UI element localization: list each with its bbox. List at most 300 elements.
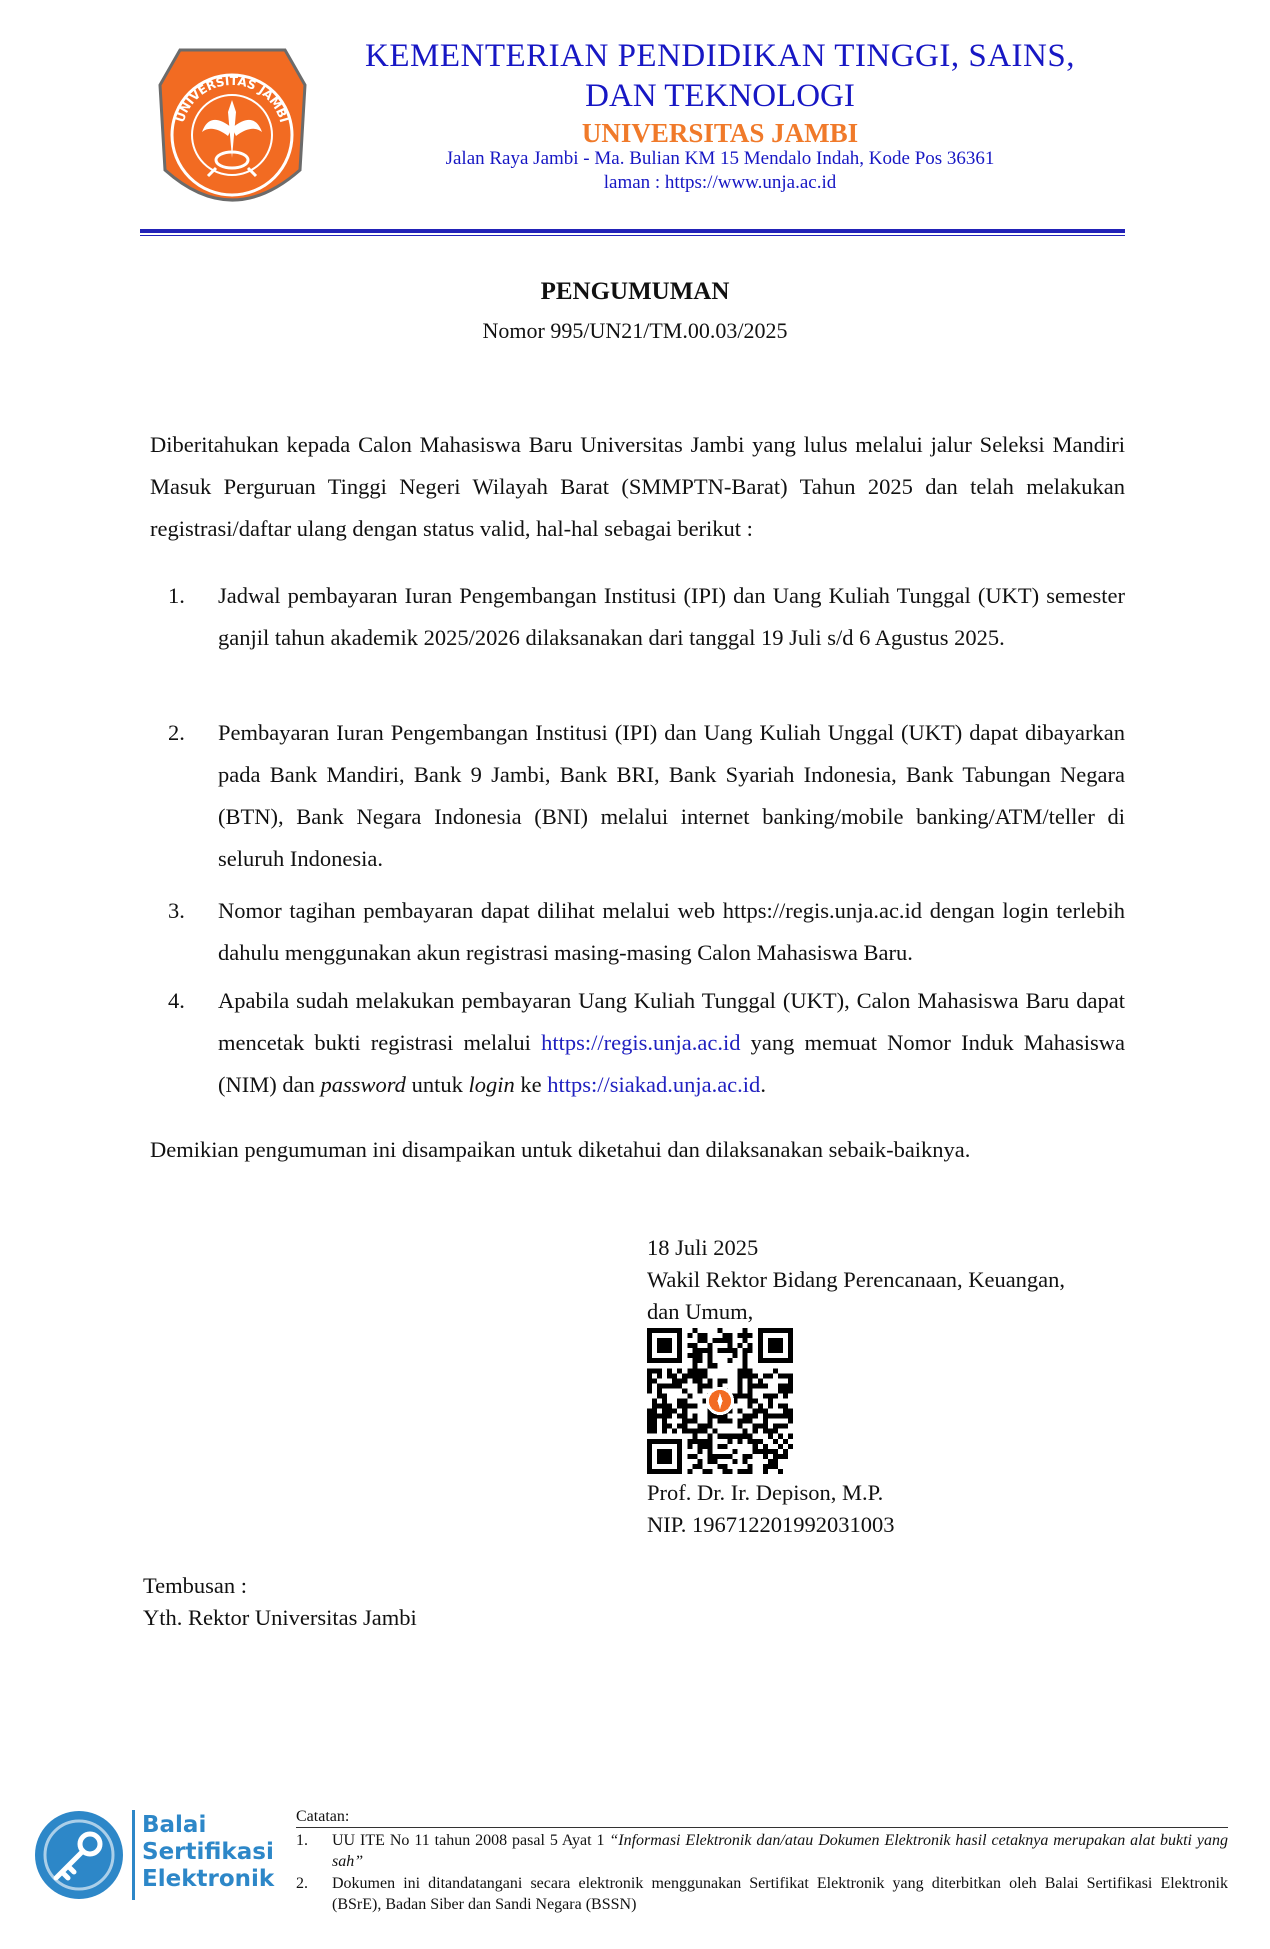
- qr-module: [717, 1464, 722, 1469]
- qr-module: [783, 1454, 788, 1459]
- qr-module: [702, 1348, 707, 1353]
- qr-module: [743, 1393, 748, 1398]
- qr-module: [717, 1338, 722, 1343]
- qr-module: [733, 1459, 738, 1464]
- qr-module: [748, 1378, 753, 1383]
- list-item-text: .: [760, 1072, 766, 1097]
- qr-module: [692, 1439, 697, 1444]
- qr-module: [738, 1393, 743, 1398]
- qr-module: [788, 1414, 793, 1419]
- qr-module: [687, 1454, 692, 1459]
- qr-module: [647, 1409, 652, 1414]
- qr-module: [647, 1368, 652, 1373]
- qr-module: [697, 1429, 702, 1434]
- qr-module: [768, 1404, 773, 1409]
- ministry-name-line1: KEMENTERIAN PENDIDIKAN TINGGI, SAINS,: [365, 38, 1075, 74]
- qr-module: [788, 1383, 793, 1388]
- qr-module: [783, 1439, 788, 1444]
- qr-module: [687, 1393, 692, 1398]
- qr-module: [662, 1398, 667, 1403]
- signature-position: Wakil Rektor Bidang Perencanaan, Keuangan,: [647, 1267, 1066, 1292]
- qr-module: [748, 1454, 753, 1459]
- qr-module: [778, 1424, 783, 1429]
- qr-module: [728, 1454, 733, 1459]
- qr-module: [743, 1328, 748, 1333]
- qr-module: [723, 1454, 728, 1459]
- qr-module: [652, 1404, 657, 1409]
- qr-module: [652, 1398, 657, 1403]
- qr-module: [697, 1353, 702, 1358]
- qr-module: [738, 1368, 743, 1373]
- qr-module: [662, 1383, 667, 1388]
- qr-module: [788, 1388, 793, 1393]
- qr-module: [753, 1439, 758, 1444]
- qr-module: [778, 1469, 783, 1474]
- qr-module: [768, 1393, 773, 1398]
- qr-module: [677, 1424, 682, 1429]
- qr-module: [763, 1409, 768, 1414]
- qr-module: [788, 1409, 793, 1414]
- qr-module: [773, 1368, 778, 1373]
- qr-module: [758, 1449, 763, 1454]
- qr-module: [692, 1378, 697, 1383]
- qr-module: [707, 1469, 712, 1474]
- qr-module: [712, 1338, 717, 1343]
- qr-module: [773, 1459, 778, 1464]
- qr-module: [692, 1404, 697, 1409]
- qr-module: [768, 1398, 773, 1403]
- qr-module: [743, 1373, 748, 1378]
- qr-module: [702, 1368, 707, 1373]
- qr-module: [783, 1373, 788, 1378]
- qr-module: [647, 1419, 652, 1424]
- qr-module: [768, 1459, 773, 1464]
- qr-module: [763, 1449, 768, 1454]
- qr-module: [778, 1373, 783, 1378]
- qr-module: [763, 1469, 768, 1474]
- qr-module: [692, 1343, 697, 1348]
- qr-module: [753, 1424, 758, 1429]
- note-text: UU ITE No 11 tahun 2008 pasal 5 Ayat 1: [332, 1832, 610, 1849]
- qr-module: [692, 1358, 697, 1363]
- qr-module: [738, 1388, 743, 1393]
- qr-module: [662, 1424, 667, 1429]
- qr-module: [697, 1338, 702, 1343]
- qr-module: [672, 1383, 677, 1388]
- qr-module: [667, 1373, 672, 1378]
- svg-text:UNIVERSITAS JAMBI: UNIVERSITAS JAMBI: [172, 73, 292, 125]
- regis-link[interactable]: https://regis.unja.ac.id: [541, 1030, 741, 1055]
- qr-module: [702, 1383, 707, 1388]
- qr-module: [667, 1383, 672, 1388]
- ministry-name-line2: DAN TEKNOLOGI: [585, 78, 855, 114]
- qr-module: [697, 1368, 702, 1373]
- qr-module: [778, 1414, 783, 1419]
- qr-module: [748, 1434, 753, 1439]
- qr-module: [748, 1414, 753, 1419]
- qr-module: [677, 1414, 682, 1419]
- qr-module: [682, 1404, 687, 1409]
- qr-module: [738, 1343, 743, 1348]
- bsre-logo-icon: [32, 1808, 127, 1903]
- qr-module: [723, 1378, 728, 1383]
- qr-module: [707, 1378, 712, 1383]
- qr-module: [723, 1464, 728, 1469]
- qr-module: [692, 1368, 697, 1373]
- qr-module: [778, 1404, 783, 1409]
- qr-module: [743, 1459, 748, 1464]
- qr-module: [783, 1414, 788, 1419]
- qr-module: [753, 1409, 758, 1414]
- qr-module: [773, 1454, 778, 1459]
- qr-module: [667, 1409, 672, 1414]
- qr-module: [647, 1388, 652, 1393]
- qr-module: [723, 1348, 728, 1353]
- qr-module: [748, 1393, 753, 1398]
- bsre-name-line1: Balai: [142, 1812, 207, 1838]
- qr-module: [672, 1373, 677, 1378]
- qr-module: [783, 1388, 788, 1393]
- qr-module: [758, 1424, 763, 1429]
- qr-module: [712, 1454, 717, 1459]
- qr-module: [702, 1444, 707, 1449]
- qr-module: [657, 1368, 662, 1373]
- qr-module: [647, 1378, 652, 1383]
- qr-module: [728, 1358, 733, 1363]
- qr-module: [697, 1444, 702, 1449]
- qr-module: [667, 1404, 672, 1409]
- qr-module: [768, 1449, 773, 1454]
- qr-module: [738, 1469, 743, 1474]
- qr-module: [748, 1373, 753, 1378]
- qr-module: [672, 1378, 677, 1383]
- qr-module: [768, 1464, 773, 1469]
- qr-module: [748, 1333, 753, 1338]
- qr-module: [763, 1419, 768, 1424]
- qr-module: [682, 1424, 687, 1429]
- qr-module: [778, 1383, 783, 1388]
- qr-module: [692, 1454, 697, 1459]
- qr-module: [753, 1449, 758, 1454]
- qr-module: [763, 1424, 768, 1429]
- qr-module: [783, 1409, 788, 1414]
- qr-module: [692, 1414, 697, 1419]
- closing-paragraph: Demikian pengumuman ini disampaikan untuk diketahui dan dilaksanakan sebaik-baiknya.: [150, 1137, 971, 1162]
- qr-module: [738, 1333, 743, 1338]
- qr-module: [748, 1419, 753, 1424]
- list-item: Nomor tagihan pembayaran dapat dilihat melalui web https://regis.unja.ac.id dengan login terlebih dahulu menggunakan akun registrasi masing-masing Calon Mahasiswa Baru.: [218, 898, 1125, 965]
- qr-module: [738, 1383, 743, 1388]
- qr-module: [748, 1343, 753, 1348]
- qr-module: [717, 1348, 722, 1353]
- qr-module: [743, 1434, 748, 1439]
- university-address: Jalan Raya Jambi - Ma. Bulian KM 15 Mendalo Indah, Kode Pos 36361: [445, 148, 995, 169]
- qr-module: [763, 1414, 768, 1419]
- qr-module: [692, 1419, 697, 1424]
- qr-module: [692, 1429, 697, 1434]
- qr-module: [728, 1469, 733, 1474]
- qr-module: [763, 1429, 768, 1434]
- qr-module: [687, 1373, 692, 1378]
- qr-module: [682, 1419, 687, 1424]
- qr-module: [723, 1333, 728, 1338]
- qr-module: [763, 1454, 768, 1459]
- qr-module: [723, 1469, 728, 1474]
- qr-module: [773, 1424, 778, 1429]
- qr-module: [702, 1429, 707, 1434]
- qr-module: [702, 1373, 707, 1378]
- qr-module: [657, 1373, 662, 1378]
- qr-module: [743, 1469, 748, 1474]
- qr-module: [783, 1383, 788, 1388]
- qr-module: [677, 1378, 682, 1383]
- qr-module: [687, 1343, 692, 1348]
- qr-module: [758, 1378, 763, 1383]
- qr-module: [788, 1378, 793, 1383]
- qr-module: [717, 1378, 722, 1383]
- qr-module: [687, 1368, 692, 1373]
- qr-module: [667, 1414, 672, 1419]
- qr-module: [677, 1404, 682, 1409]
- qr-module: [652, 1368, 657, 1373]
- list-item-text: Apabila sudah melakukan pembayaran Uang Kuliah Tunggal (UKT), Calon Mahasiswa Baru dapat mencetak bukti registrasi melalui: [218, 988, 1125, 1055]
- qr-module: [687, 1469, 692, 1474]
- qr-module: [692, 1373, 697, 1378]
- qr-module: [697, 1449, 702, 1454]
- header-rule-thin: [140, 235, 1125, 236]
- note-number: 1.: [296, 1832, 308, 1849]
- qr-module: [733, 1348, 738, 1353]
- qr-module: [753, 1383, 758, 1388]
- qr-module: [743, 1338, 748, 1343]
- qr-module: [672, 1409, 677, 1414]
- qr-module: [733, 1449, 738, 1454]
- qr-module: [748, 1398, 753, 1403]
- qr-module: [748, 1464, 753, 1469]
- note-item: [332, 1830, 1228, 1872]
- university-name: UNIVERSITAS JAMBI: [581, 118, 859, 148]
- qr-module: [723, 1338, 728, 1343]
- qr-module: [662, 1409, 667, 1414]
- qr-module: [748, 1383, 753, 1388]
- cc-recipient: Yth. Rektor Universitas Jambi: [143, 1605, 417, 1630]
- qr-module: [692, 1353, 697, 1358]
- list-item: Pembayaran Iuran Pengembangan Institusi (IPI) dan Uang Kuliah Unggal (UKT) dapat dibayarkan pada Bank Mandiri, Bank 9 Jambi, Bank BRI, Bank Syariah Indonesia, Bank Tabungan Negara (BTN), Bank Negara Indonesia (BNI) melalui internet banking/mobile banking/ATM/teller di seluruh Indonesia.: [218, 720, 1125, 871]
- qr-module: [778, 1454, 783, 1459]
- qr-module: [763, 1464, 768, 1469]
- list-item-text: untuk: [405, 1072, 469, 1097]
- qr-module: [657, 1404, 662, 1409]
- qr-module: [682, 1409, 687, 1414]
- qr-module: [748, 1439, 753, 1444]
- qr-module: [682, 1429, 687, 1434]
- qr-module: [707, 1383, 712, 1388]
- university-website[interactable]: laman : https://www.unja.ac.id: [603, 172, 837, 193]
- qr-module: [763, 1444, 768, 1449]
- signature-date: 18 Juli 2025: [647, 1235, 759, 1260]
- qr-module: [717, 1328, 722, 1333]
- qr-module: [788, 1373, 793, 1378]
- qr-module: [707, 1434, 712, 1439]
- qr-module: [733, 1353, 738, 1358]
- qr-module: [783, 1393, 788, 1398]
- qr-module: [717, 1419, 722, 1424]
- qr-module: [773, 1393, 778, 1398]
- qr-module: [647, 1373, 652, 1378]
- qr-module: [662, 1393, 667, 1398]
- signatory-nip: NIP. 196712201992031003: [647, 1512, 895, 1537]
- qr-module: [697, 1464, 702, 1469]
- qr-module: [712, 1429, 717, 1434]
- qr-module: [702, 1439, 707, 1444]
- qr-module: [763, 1393, 768, 1398]
- qr-module: [662, 1404, 667, 1409]
- qr-module: [697, 1459, 702, 1464]
- qr-module: [728, 1338, 733, 1343]
- qr-module: [707, 1343, 712, 1348]
- qr-module: [697, 1388, 702, 1393]
- qr-module: [753, 1429, 758, 1434]
- qr-module: [773, 1414, 778, 1419]
- bsre-name-line2: Sertifikasi: [142, 1839, 274, 1865]
- qr-module: [702, 1469, 707, 1474]
- qr-module: [657, 1383, 662, 1388]
- qr-module: [748, 1348, 753, 1353]
- qr-module: [707, 1348, 712, 1353]
- qr-module: [768, 1429, 773, 1434]
- qr-module: [697, 1439, 702, 1444]
- qr-module: [677, 1368, 682, 1373]
- bsre-divider: [132, 1810, 135, 1900]
- qr-module: [707, 1424, 712, 1429]
- qr-module: [707, 1449, 712, 1454]
- qr-module: [652, 1409, 657, 1414]
- notes-label: Catatan:: [296, 1808, 350, 1825]
- qr-module: [743, 1348, 748, 1353]
- qr-module: [667, 1368, 672, 1373]
- qr-module: [687, 1353, 692, 1358]
- qr-module: [743, 1429, 748, 1434]
- qr-module: [778, 1434, 783, 1439]
- qr-module: [687, 1404, 692, 1409]
- qr-module: [728, 1348, 733, 1353]
- qr-module: [687, 1333, 692, 1338]
- qr-module: [738, 1424, 743, 1429]
- qr-module: [753, 1414, 758, 1419]
- qr-module: [652, 1378, 657, 1383]
- qr-module: [652, 1424, 657, 1429]
- qr-module: [758, 1383, 763, 1388]
- qr-module: [682, 1373, 687, 1378]
- qr-module: [692, 1348, 697, 1353]
- qr-module: [707, 1444, 712, 1449]
- qr-module: [717, 1434, 722, 1439]
- qr-module: [702, 1333, 707, 1338]
- qr-module: [753, 1398, 758, 1403]
- qr-module: [717, 1454, 722, 1459]
- qr-module: [738, 1409, 743, 1414]
- qr-module: [773, 1464, 778, 1469]
- siakad-link[interactable]: https://siakad.unja.ac.id: [547, 1072, 761, 1097]
- qr-module: [783, 1449, 788, 1454]
- qr-module: [697, 1358, 702, 1363]
- qr-module: [692, 1464, 697, 1469]
- qr-module: [687, 1429, 692, 1434]
- list-item-number: 2.: [168, 720, 185, 745]
- qr-module: [743, 1353, 748, 1358]
- footer-rule: [296, 1827, 1228, 1828]
- cc-label: Tembusan :: [143, 1573, 248, 1598]
- qr-module: [738, 1378, 743, 1383]
- note-item: Dokumen ini ditandatangani secara elektronik menggunakan Sertifikat Elektronik yang diterbitkan oleh Balai Sertifikasi Elektronik (BSrE), Badan Siber dan Sandi Negara (BSSN): [332, 1875, 1228, 1913]
- qr-module: [743, 1363, 748, 1368]
- qr-module: [748, 1368, 753, 1373]
- qr-module: [662, 1419, 667, 1424]
- qr-module: [743, 1368, 748, 1373]
- qr-module: [682, 1414, 687, 1419]
- qr-module: [763, 1383, 768, 1388]
- bsre-name-line3: Elektronik: [142, 1866, 275, 1892]
- qr-module: [692, 1434, 697, 1439]
- qr-module: [667, 1424, 672, 1429]
- qr-module: [723, 1444, 728, 1449]
- qr-module: [657, 1414, 662, 1419]
- qr-module: [687, 1439, 692, 1444]
- qr-module: [788, 1444, 793, 1449]
- university-logo: [150, 40, 315, 215]
- qr-module: [687, 1444, 692, 1449]
- qr-module: [743, 1414, 748, 1419]
- qr-module: [728, 1333, 733, 1338]
- qr-module: [743, 1419, 748, 1424]
- qr-module: [763, 1373, 768, 1378]
- list-item: [218, 980, 1125, 1106]
- qr-module: [677, 1398, 682, 1403]
- qr-module: [712, 1459, 717, 1464]
- qr-module: [753, 1373, 758, 1378]
- qr-module: [778, 1388, 783, 1393]
- qr-module: [738, 1439, 743, 1444]
- list-item-text: yang memuat Nomor Induk Mahasiswa (NIM) dan: [218, 1030, 1125, 1097]
- qr-module: [647, 1414, 652, 1419]
- qr-module: [768, 1434, 773, 1439]
- qr-module: [682, 1398, 687, 1403]
- qr-module: [697, 1383, 702, 1388]
- qr-module: [652, 1419, 657, 1424]
- qr-module: [723, 1419, 728, 1424]
- list-item: Jadwal pembayaran Iuran Pengembangan Institusi (IPI) dan Uang Kuliah Tunggal (UKT) semester ganjil tahun akademik 2025/2026 dilaksanakan dari tanggal 19 Juli s/d 6 Agustus 2025.: [218, 583, 1125, 650]
- qr-module: [788, 1434, 793, 1439]
- qr-module: [647, 1424, 652, 1429]
- qr-module: [672, 1429, 677, 1434]
- qr-module: [773, 1429, 778, 1434]
- qr-module: [682, 1378, 687, 1383]
- qr-module: [657, 1388, 662, 1393]
- qr-module: [788, 1419, 793, 1424]
- qr-module: [778, 1444, 783, 1449]
- qr-module: [748, 1388, 753, 1393]
- qr-module: [738, 1373, 743, 1378]
- note-quote: “Informasi Elektronik dan/atau Dokumen Elektronik hasil cetaknya merupakan alat bukti yang sah”: [332, 1832, 1228, 1870]
- qr-module: [707, 1454, 712, 1459]
- intro-paragraph: Diberitahukan kepada Calon Mahasiswa Baru Universitas Jambi yang lulus melalui jalur Seleksi Mandiri Masuk Perguruan Tinggi Negeri Wilayah Barat (SMMPTN-Barat) Tahun 2025 dan telah melakukan registrasi/daftar ulang dengan status valid, hal-hal sebagai berikut :: [150, 432, 1125, 541]
- qr-module: [697, 1333, 702, 1338]
- qr-module: [657, 1393, 662, 1398]
- qr-module: [768, 1414, 773, 1419]
- qr-module: [773, 1439, 778, 1444]
- qr-module: [697, 1373, 702, 1378]
- qr-module: [783, 1424, 788, 1429]
